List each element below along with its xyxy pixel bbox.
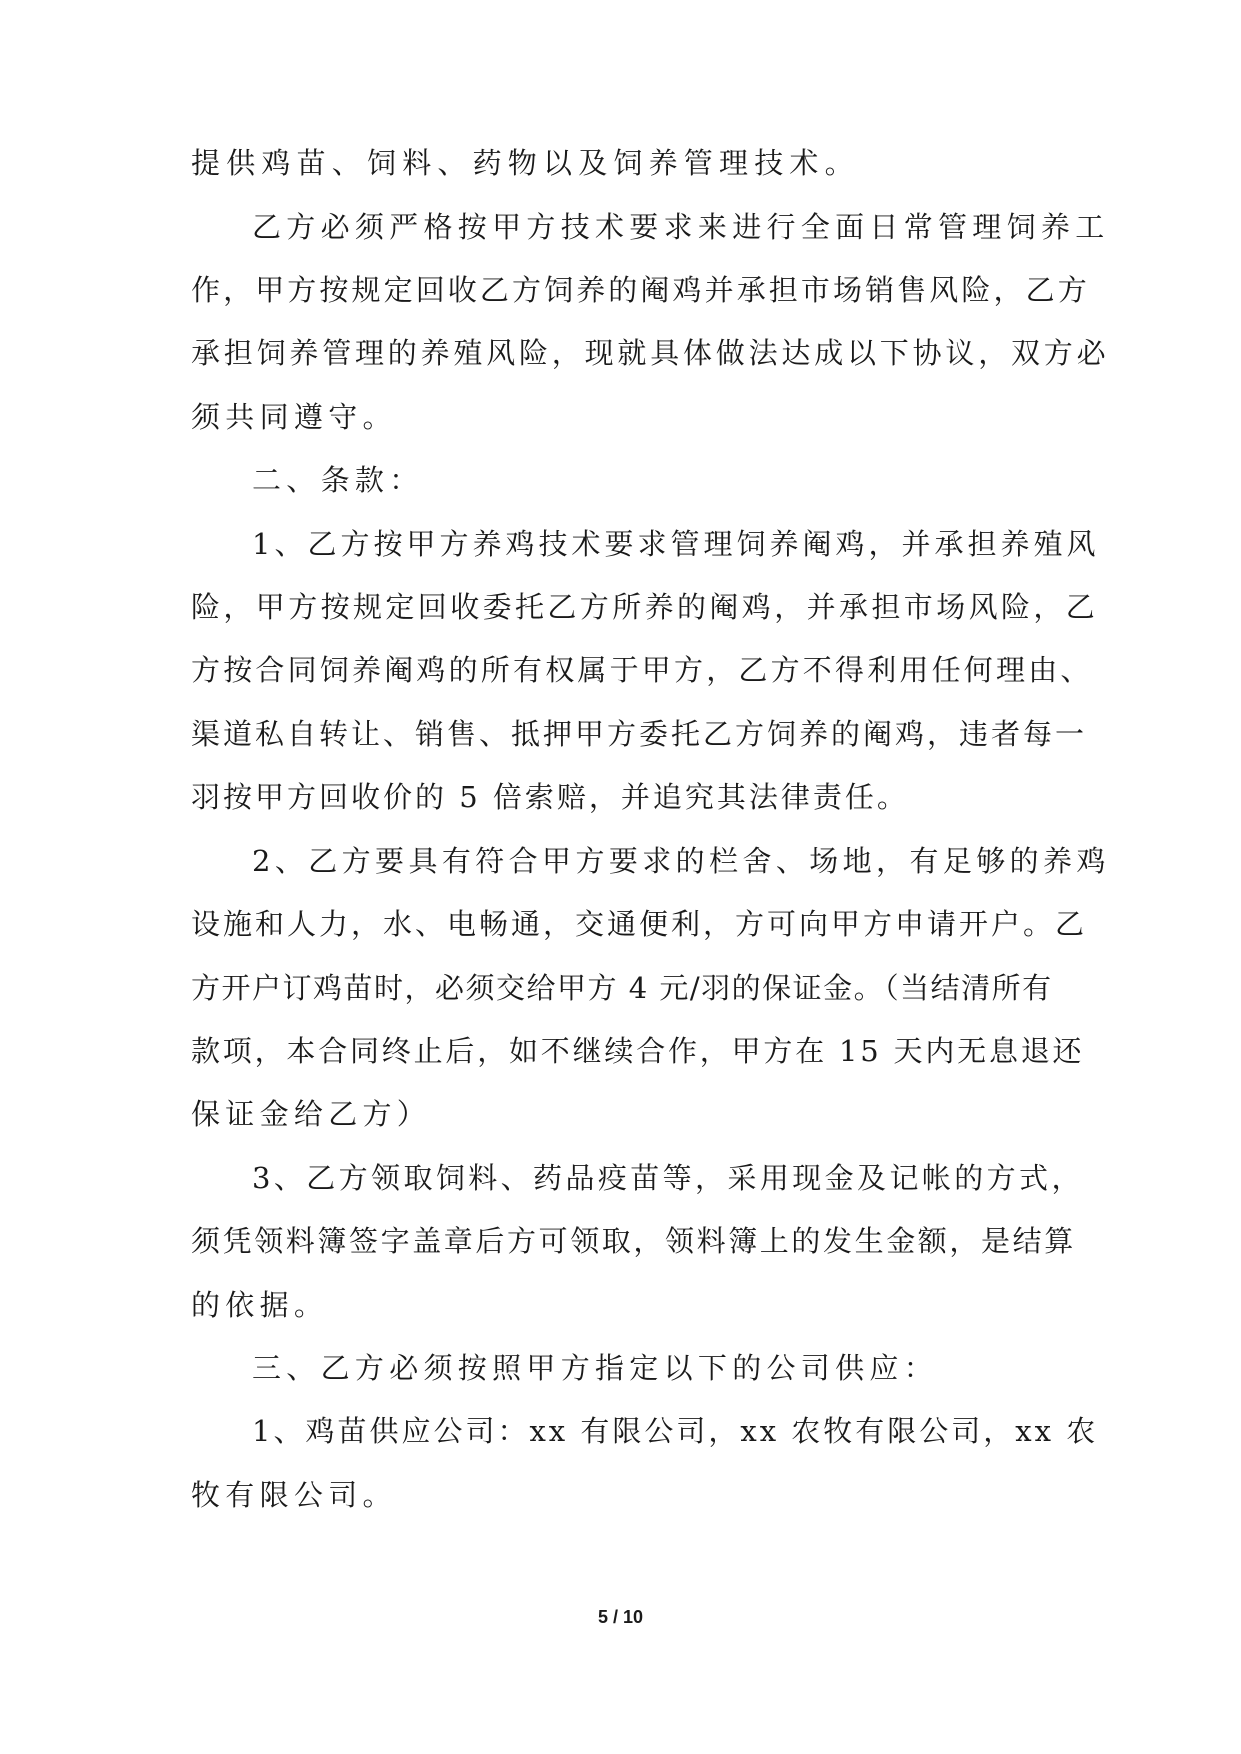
text-line	[0, 143, 1241, 183]
text-line	[0, 968, 1241, 1008]
line-text: 须共同遵守。	[191, 400, 397, 434]
line-text: 1、鸡苗供应公司：xx 有限公司，xx 农牧有限公司，xx 农	[252, 1414, 1099, 1448]
text-line	[0, 777, 1241, 817]
text-line	[0, 1094, 1241, 1134]
text-line	[0, 270, 1241, 310]
text-line	[0, 841, 1241, 881]
text-line	[0, 1411, 1241, 1451]
line-text: 作，甲方按规定回收乙方饲养的阉鸡并承担市场销售风险，乙方	[191, 273, 1090, 307]
line-text: 款项，本合同终止后，如不继续合作，甲方在 15 天内无息退还	[191, 1034, 1085, 1068]
text-line	[0, 650, 1241, 690]
text-line	[0, 904, 1241, 944]
line-text: 承担饲养管理的养殖风险，现就具体做法达成以下协议，双方必	[191, 336, 1110, 370]
text-line	[0, 714, 1241, 754]
text-line	[0, 1031, 1241, 1071]
text-line	[0, 1221, 1241, 1261]
text-line	[0, 460, 1241, 500]
line-text: 1、乙方按甲方养鸡技术要求管理饲养阉鸡，并承担养殖风	[252, 527, 1100, 561]
line-text: 方按合同饲养阉鸡的所有权属于甲方，乙方不得利用任何理由、	[191, 653, 1093, 687]
line-text: 羽按甲方回收价的 5 倍索赔，并追究其法律责任。	[191, 780, 909, 814]
line-text: 提供鸡苗、饲料、药物以及饲养管理技术。	[191, 146, 860, 180]
text-line	[0, 1475, 1241, 1515]
line-text: 的依据。	[191, 1288, 329, 1322]
line-text: 渠道私自转让、销售、抵押甲方委托乙方饲养的阉鸡，违者每一	[191, 717, 1088, 751]
text-line	[0, 1348, 1241, 1388]
line-text: 3、乙方领取饲料、药品疫苗等，采用现金及记帐的方式，	[252, 1161, 1084, 1195]
text-line	[0, 1158, 1241, 1198]
line-text: 保证金给乙方）	[191, 1097, 432, 1131]
line-text: 2、乙方要具有符合甲方要求的栏舍、场地，有足够的养鸡	[252, 844, 1110, 878]
line-text: 设施和人力，水、电畅通，交通便利，方可向甲方申请开户。乙	[191, 907, 1088, 941]
text-line	[0, 587, 1241, 627]
line-text: 三、乙方必须按照甲方指定以下的公司供应：	[252, 1351, 939, 1385]
page-number: 5 / 10	[597, 1607, 644, 1627]
text-line	[0, 524, 1241, 564]
line-text: 方开户订鸡苗时，必须交给甲方 4 元/羽的保证金。（当结清所有	[191, 971, 1053, 1005]
line-text: 须凭领料簿签字盖章后方可领取，领料簿上的发生金额，是结算	[191, 1224, 1076, 1258]
text-line	[0, 397, 1241, 437]
line-text: 乙方必须严格按甲方技术要求来进行全面日常管理饲养工	[252, 210, 1110, 244]
line-text: 二、条款：	[252, 463, 424, 497]
text-line	[0, 207, 1241, 247]
text-line	[0, 333, 1241, 373]
line-text: 牧有限公司。	[191, 1478, 397, 1512]
line-text: 险，甲方按规定回收委托乙方所养的阉鸡，并承担市场风险，乙	[191, 590, 1099, 624]
text-line	[0, 1285, 1241, 1325]
